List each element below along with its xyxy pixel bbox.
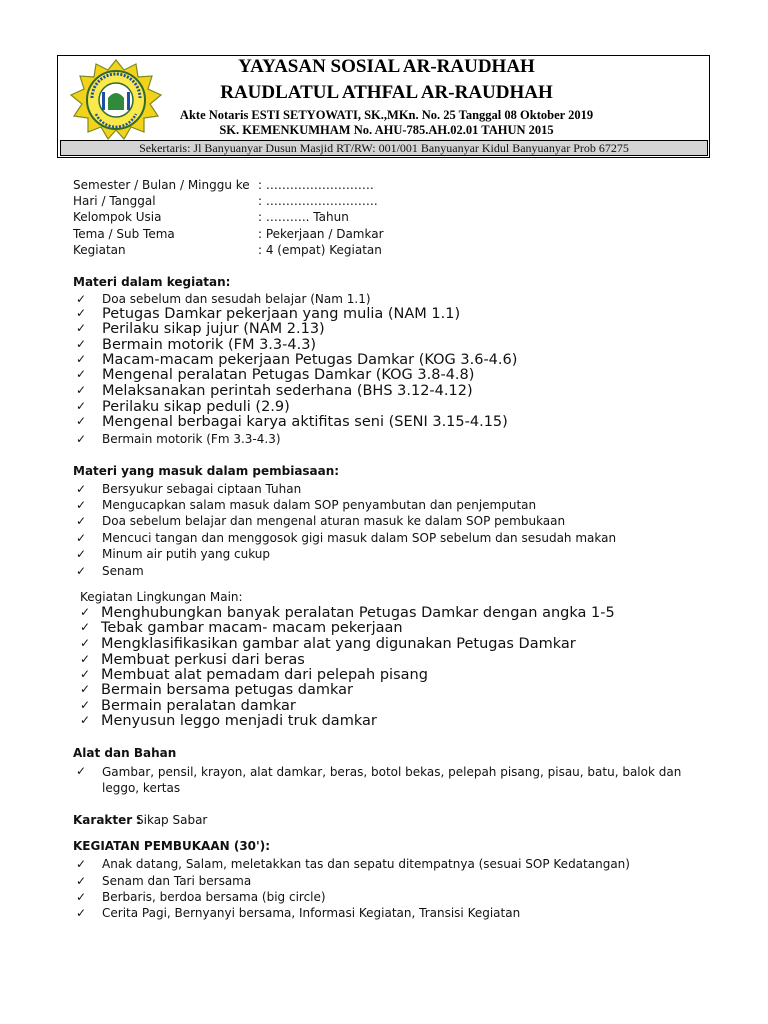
ministry-decree: SK. KEMENKUMHAM No. AHU-785.AH.02.01 TAHUN 2015 [219, 123, 554, 137]
foundation-name: YAYASAN SOSIAL AR-RAUDHAH [238, 56, 535, 77]
check-icon: ✓ [76, 399, 87, 413]
info-key: Tema / Sub Tema [73, 227, 175, 241]
check-icon: ✓ [76, 498, 87, 512]
check-icon: ✓ [76, 764, 87, 778]
check-icon: ✓ [76, 514, 87, 528]
pembukaan-heading: KEGIATAN PEMBUKAAN (30'): [73, 839, 270, 853]
info-value: : Pekerjaan / Damkar [258, 227, 384, 241]
check-icon: ✓ [76, 432, 87, 446]
info-value: : ……….. Tahun [258, 210, 349, 224]
info-key: Kegiatan [73, 243, 126, 257]
check-icon: ✓ [76, 337, 87, 351]
check-icon: ✓ [76, 890, 87, 904]
notary-deed: Akte Notaris ESTI SETYOWATI, SK.,MKn. No. 25 Tanggal 08 Oktober 2019 [179, 108, 594, 122]
info-value: : 4 (empat) Kegiatan [258, 243, 382, 257]
check-icon: ✓ [76, 367, 87, 381]
check-icon: ✓ [76, 547, 87, 561]
check-icon: ✓ [76, 306, 87, 320]
pembiasaan-heading: Materi yang masuk dalam pembiasaan: [73, 464, 340, 478]
info-key: Hari / Tanggal [73, 194, 156, 208]
karakter-label: Karakter : [73, 813, 142, 827]
check-icon: ✓ [80, 636, 91, 650]
check-icon: ✓ [76, 321, 87, 335]
check-icon: ✓ [80, 620, 91, 634]
karakter-value: Sikap Sabar [136, 813, 208, 827]
check-icon: ✓ [76, 414, 87, 428]
info-key: Kelompok Usia [73, 210, 162, 224]
check-icon: ✓ [76, 857, 87, 871]
check-icon: ✓ [80, 605, 91, 619]
check-icon: ✓ [76, 482, 87, 496]
info-key: Semester / Bulan / Minggu ke [73, 178, 250, 192]
check-icon: ✓ [80, 698, 91, 712]
check-icon: ✓ [80, 682, 91, 696]
secretariat-address: Sekertaris: Jl Banyuanyar Dusun Masjid RT/RW: 001/001 Banyuanyar Kidul Banyuanyar Prob 67275 [60, 140, 708, 156]
check-icon: ✓ [76, 383, 87, 397]
info-value: : ……………………… [258, 178, 374, 192]
check-icon: ✓ [76, 906, 87, 920]
check-icon: ✓ [76, 352, 87, 366]
check-icon: ✓ [76, 292, 87, 306]
check-icon: ✓ [80, 652, 91, 666]
check-icon: ✓ [76, 564, 87, 578]
school-name: RAUDLATUL ATHFAL AR-RAUDHAH [220, 82, 553, 103]
materi-heading: Materi dalam kegiatan: [73, 275, 231, 289]
check-icon: ✓ [76, 874, 87, 888]
check-icon: ✓ [76, 531, 87, 545]
check-icon: ✓ [80, 667, 91, 681]
lingkungan-heading: Kegiatan Lingkungan Main: [80, 590, 243, 604]
check-icon: ✓ [80, 713, 91, 727]
alat-heading: Alat dan Bahan [73, 746, 177, 760]
info-value: : ………………………. [258, 194, 378, 208]
